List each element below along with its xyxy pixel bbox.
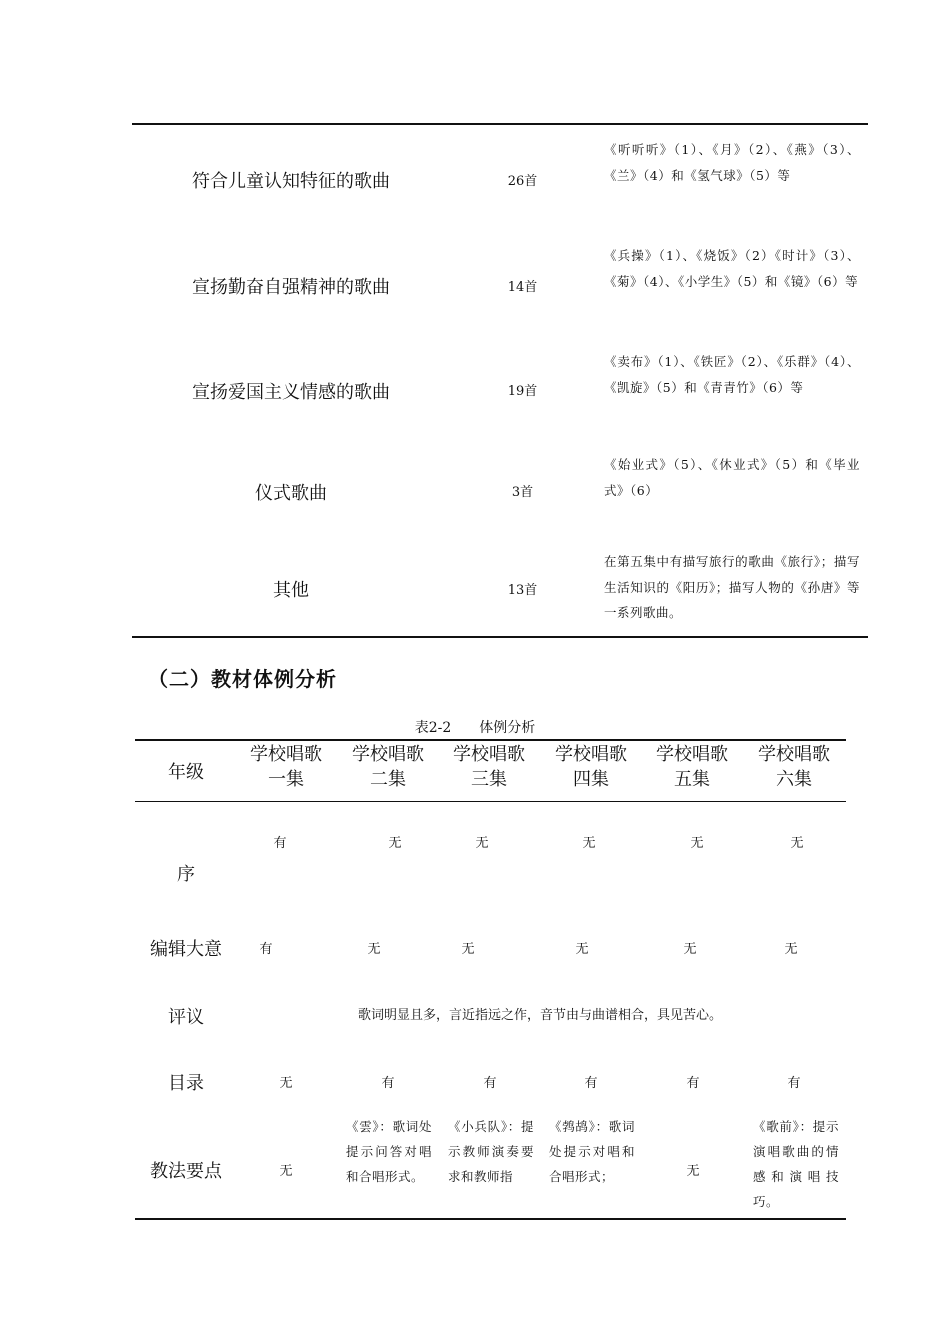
table2-cell: 无: [388, 836, 402, 851]
table2-note: 《歌前》：提示演唱歌曲的情感和演唱技巧。: [753, 1119, 839, 1209]
table2-header-vol5: 学校唱歌五集: [656, 744, 728, 790]
table2-header-rule: [135, 801, 846, 802]
table1-count: 19首: [507, 384, 538, 399]
table1-examples: 《卖布》（1）、《铁匠》（2）、《乐群》（4）、《凯旋》（5）和《青青竹》（6）等: [604, 354, 860, 395]
table1-count: 13首: [507, 583, 538, 598]
table2-comment-text: 歌词明显且多，言近指远之作，音节由与曲谱相合，具见苦心。: [357, 1008, 722, 1023]
table2-caption: 表2-2 体例分析: [414, 720, 536, 736]
table2-cell: 有: [787, 1076, 801, 1091]
section-heading: （二）教材体例分析: [148, 667, 337, 691]
table2-cell: 有: [483, 1076, 497, 1091]
table2-cell: 无: [683, 942, 697, 957]
table2-row-label: 目录: [168, 1073, 204, 1094]
table2-note: 《鹁鸪》：歌词处提示对唱和合唱形式；: [549, 1119, 635, 1184]
table2-header-vol1: 学校唱歌一集: [250, 744, 322, 790]
table1-top-rule: [132, 123, 868, 125]
table2-row-label: 评议: [168, 1007, 204, 1028]
table1-examples: 《听听听》（1）、《月》（2）、《燕》（3）、《兰》（4）和《氢气球》（5）等: [604, 142, 860, 183]
table2-cell: 无: [582, 836, 596, 851]
table2-cell: 无: [784, 942, 798, 957]
table1-examples: 《始业式》（5）、《休业式》（5）和《毕业式》（6）: [604, 457, 860, 498]
table1-category: 其他: [273, 580, 309, 601]
table2-header-vol6: 学校唱歌六集: [758, 744, 830, 790]
table1-category: 仪式歌曲: [255, 483, 327, 504]
table2-note: 《小兵队》：提示教师演奏要求和教师指: [448, 1119, 534, 1184]
table2-header-vol3: 学校唱歌三集: [453, 744, 525, 790]
table1-category: 宣扬爱国主义情感的歌曲: [192, 382, 390, 403]
table2-cell: 无: [686, 1164, 700, 1179]
table2-cell: 无: [690, 836, 704, 851]
table2-row-label: 序: [177, 864, 195, 885]
table2-cell: 有: [381, 1076, 395, 1091]
table2-cell: 无: [367, 942, 381, 957]
table2-cell: 有: [686, 1076, 700, 1091]
table2-cell: 无: [461, 942, 475, 957]
table2-cell: 有: [584, 1076, 598, 1091]
table2-row-label: 编辑大意: [150, 939, 222, 960]
table2-header-vol4: 学校唱歌四集: [555, 744, 627, 790]
table2-cell: 有: [273, 836, 287, 851]
table2-cell: 无: [279, 1164, 293, 1179]
table1-category: 宣扬勤奋自强精神的歌曲: [192, 277, 390, 298]
table1-examples: 在第五集中有描写旅行的歌曲《旅行》；描写生活知识的《阳历》；描写人物的《孙唐》等一系列歌曲。: [604, 554, 860, 620]
table1-examples: 《兵操》（1）、《烧饭》（2）《时计》（3）、《菊》（4）、《小学生》（5）和《镜》（6）等: [604, 248, 860, 289]
table2-cell: 有: [259, 942, 273, 957]
table1-count: 3首: [511, 485, 534, 500]
table2-note: 《雲》：歌词处提示问答对唱和合唱形式。: [346, 1119, 432, 1184]
table2-cell: 无: [475, 836, 489, 851]
table1-bottom-rule: [132, 636, 868, 638]
table2-header-vol2: 学校唱歌二集: [352, 744, 424, 790]
table1-count: 14首: [507, 280, 538, 295]
table1-category: 符合儿童认知特征的歌曲: [192, 171, 390, 192]
table2-bottom-rule: [135, 1218, 846, 1220]
table1-count: 26首: [507, 174, 538, 189]
table2-row-label: 教法要点: [150, 1161, 222, 1182]
table2-cell: 无: [575, 942, 589, 957]
table2-cell: 无: [279, 1076, 293, 1091]
table2-cell: 无: [790, 836, 804, 851]
table2-top-rule: [135, 739, 846, 741]
table2-header-grade: 年级: [168, 762, 204, 783]
